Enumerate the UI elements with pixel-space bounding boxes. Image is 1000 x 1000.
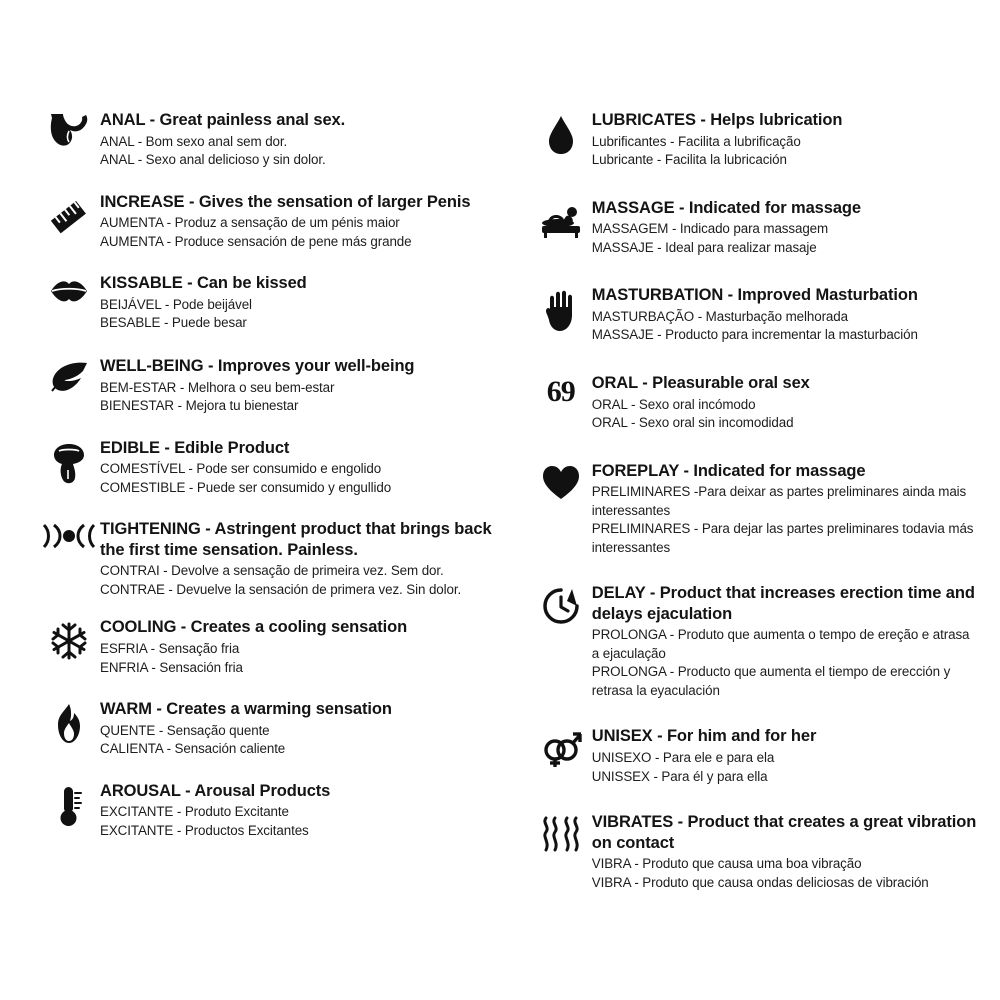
legend-item-line-pt: Lubrificantes - Facilita a lubrificação: [591, 133, 801, 149]
legend-item-line-es: Lubricante - Facilita la lubricación: [591, 152, 787, 168]
leaf-icon: [38, 356, 100, 394]
legend-item-text: [592, 285, 980, 345]
legend-item-line-pt: BEM-ESTAR - Melhora o seu bem-estar: [100, 379, 335, 395]
clock-icon: [530, 583, 592, 625]
legend-item-delay: [530, 583, 980, 700]
legend-item-title: WELL-BEING - Improves your well-being: [100, 356, 415, 375]
legend-item-oral: [530, 373, 980, 433]
snowflake-icon: [38, 617, 100, 661]
legend-item-line-pt: PRELIMINARES -Para deixar as partes preliminares ainda mais interessantes: [591, 484, 967, 518]
unisex-icon: [530, 726, 592, 768]
legend-item-line-es: EXCITANTE - Productos Excitantes: [100, 822, 309, 838]
buttocks-icon: [38, 110, 100, 148]
tongue-mouth-icon: [38, 438, 100, 486]
sixtynine-icon: [530, 373, 592, 407]
legend-item-title: AROUSAL - Arousal Products: [100, 781, 331, 800]
legend-item-title: ANAL - Great painless anal sex.: [100, 111, 346, 129]
legend-item-line-es: ORAL - Sexo oral sin incomodidad: [591, 415, 794, 430]
legend-item-title: WARM - Creates a warming sensation: [100, 700, 392, 718]
legend-item-text: [100, 617, 500, 677]
legend-item-line-es: ANAL - Sexo anal delicioso y sin dolor.: [100, 152, 326, 168]
legend-item-vibrates: [530, 812, 980, 892]
legend-item-text: [592, 110, 980, 170]
legend-item-line-es: ENFRIA - Sensación fria: [100, 659, 243, 675]
legend-item-title: DELAY - Product that increases erection time and delays ejaculation: [591, 584, 975, 623]
legend-item-line-pt: BEIJÁVEL - Pode beijável: [100, 296, 252, 312]
legend-item-line-pt: CONTRAI - Devolve a sensação de primeira vez. Sem dor.: [100, 563, 444, 579]
legend-item-edible: [38, 438, 500, 498]
legend-item-line-pt: AUMENTA - Produz a sensação de um pénis maior: [100, 215, 400, 231]
legend-item-title: COOLING - Creates a cooling sensation: [100, 618, 408, 637]
legend-item-massage: [530, 198, 980, 258]
legend-item-line-es: MASSAJE - Producto para incrementar la masturbación: [591, 327, 918, 343]
legend-item-lubricates: [530, 110, 980, 170]
hand-icon: [530, 285, 592, 333]
tightening-icon: [38, 519, 100, 549]
legend-item-kissable: [38, 273, 500, 333]
legend-item-text: [100, 781, 500, 841]
legend-item-text: [592, 726, 980, 786]
legend-item-line-es: PRELIMINARES - Para dejar las partes preliminares todavia más interessantes: [591, 521, 974, 555]
legend-item-text: [592, 812, 980, 892]
legend-item-line-es: UNISSEX - Para él y para ella: [591, 768, 768, 784]
heart-icon: [530, 461, 592, 501]
legend-item-text: [100, 273, 500, 333]
legend-item-text: [100, 110, 500, 170]
legend-item-line-es: CONTRAE - Devuelve la sensación de primera vez. Sin dolor.: [100, 581, 462, 597]
legend-item-text: [100, 699, 500, 759]
legend-item-text: [100, 438, 500, 498]
legend-item-line-es: AUMENTA - Produce sensación de pene más grande: [100, 233, 412, 249]
legend-item-line-es: MASSAJE - Ideal para realizar masaje: [591, 239, 817, 255]
legend-item-text: [100, 519, 500, 599]
legend-item-title: MASSAGE - Indicated for massage: [591, 198, 861, 217]
legend-item-line-pt: MASSAGEM - Indicado para massagem: [591, 221, 829, 237]
legend-item-line-es: BESABLE - Puede besar: [100, 315, 247, 331]
legend-item-title: LUBRICATES - Helps lubrication: [591, 111, 843, 129]
legend-item-text: [100, 192, 500, 252]
legend-item-line-pt: MASTURBAÇÃO - Masturbação melhorada: [591, 308, 848, 324]
legend-item-title: MASTURBATION - Improved Masturbation: [591, 286, 918, 305]
sixtynine-icon-text: 69: [546, 374, 575, 408]
thermometer-icon: [38, 781, 100, 829]
lips-icon: [38, 273, 100, 307]
legend-item-line-es: PROLONGA - Producto que aumenta el tiempo de erección y retrasa la eyaculación: [591, 664, 951, 698]
legend-item-masturbation: [530, 285, 980, 345]
legend-item-line-pt: QUENTE - Sensação quente: [100, 722, 270, 738]
legend-item-line-es: COMESTIBLE - Puede ser consumido y engullido: [100, 479, 392, 495]
legend-item-increase: [38, 192, 500, 252]
vibration-icon: [530, 812, 592, 852]
droplet-icon: [530, 110, 592, 156]
legend-item-title: ORAL - Pleasurable oral sex: [591, 373, 810, 392]
legend-item-foreplay: [530, 461, 980, 558]
legend-item-line-pt: ORAL - Sexo oral incómodo: [591, 396, 756, 412]
flame-icon: [38, 699, 100, 745]
legend-item-text: [592, 373, 980, 433]
legend-item-anal: [38, 110, 500, 170]
legend-item-text: [100, 356, 500, 416]
legend-item-title: VIBRATES - Product that creates a great vibration on contact: [591, 813, 977, 852]
legend-column-left: [20, 110, 500, 859]
legend-item-text: [592, 198, 980, 258]
legend-item-title: INCREASE - Gives the sensation of larger Penis: [100, 192, 471, 211]
legend-item-title: TIGHTENING - Astringent product that brings back the first time sensation. Painless.: [100, 520, 492, 559]
legend-item-title: UNISEX - For him and for her: [591, 727, 817, 746]
ruler-icon: [38, 192, 100, 240]
legend-column-right: [500, 110, 980, 911]
legend-item-arousal: [38, 781, 500, 841]
legend-item-title: KISSABLE - Can be kissed: [100, 274, 307, 293]
legend-item-line-es: CALIENTA - Sensación caliente: [100, 741, 286, 757]
massage-icon: [530, 198, 592, 238]
legend-item-line-pt: COMESTÍVEL - Pode ser consumido e engolido: [100, 461, 382, 477]
legend-item-line-pt: UNISEXO - Para ele e para ela: [591, 750, 775, 765]
legend-item-tightening: [38, 519, 500, 599]
legend-item-line-pt: VIBRA - Produto que causa uma boa vibração: [591, 856, 862, 872]
legend-item-warm: [38, 699, 500, 759]
legend-item-text: [592, 583, 980, 700]
legend-item-wellbeing: [38, 356, 500, 416]
legend-item-text: [592, 461, 980, 558]
legend-item-unisex: [530, 726, 980, 786]
legend-item-line-pt: EXCITANTE - Produto Excitante: [100, 804, 289, 820]
legend-item-cooling: [38, 617, 500, 677]
legend-item-line-pt: PROLONGA - Produto que aumenta o tempo de ereção e atrasa a ejaculação: [591, 627, 970, 661]
legend-item-line-es: VIBRA - Produto que causa ondas deliciosas de vibración: [591, 874, 929, 890]
legend-item-title: EDIBLE - Edible Product: [100, 438, 290, 457]
legend-item-title: FOREPLAY - Indicated for massage: [591, 461, 866, 480]
legend-item-line-pt: ANAL - Bom sexo anal sem dor.: [100, 133, 288, 149]
legend-item-line-es: BIENESTAR - Mejora tu bienestar: [100, 398, 299, 413]
legend-item-line-pt: ESFRIA - Sensação fria: [100, 641, 240, 656]
